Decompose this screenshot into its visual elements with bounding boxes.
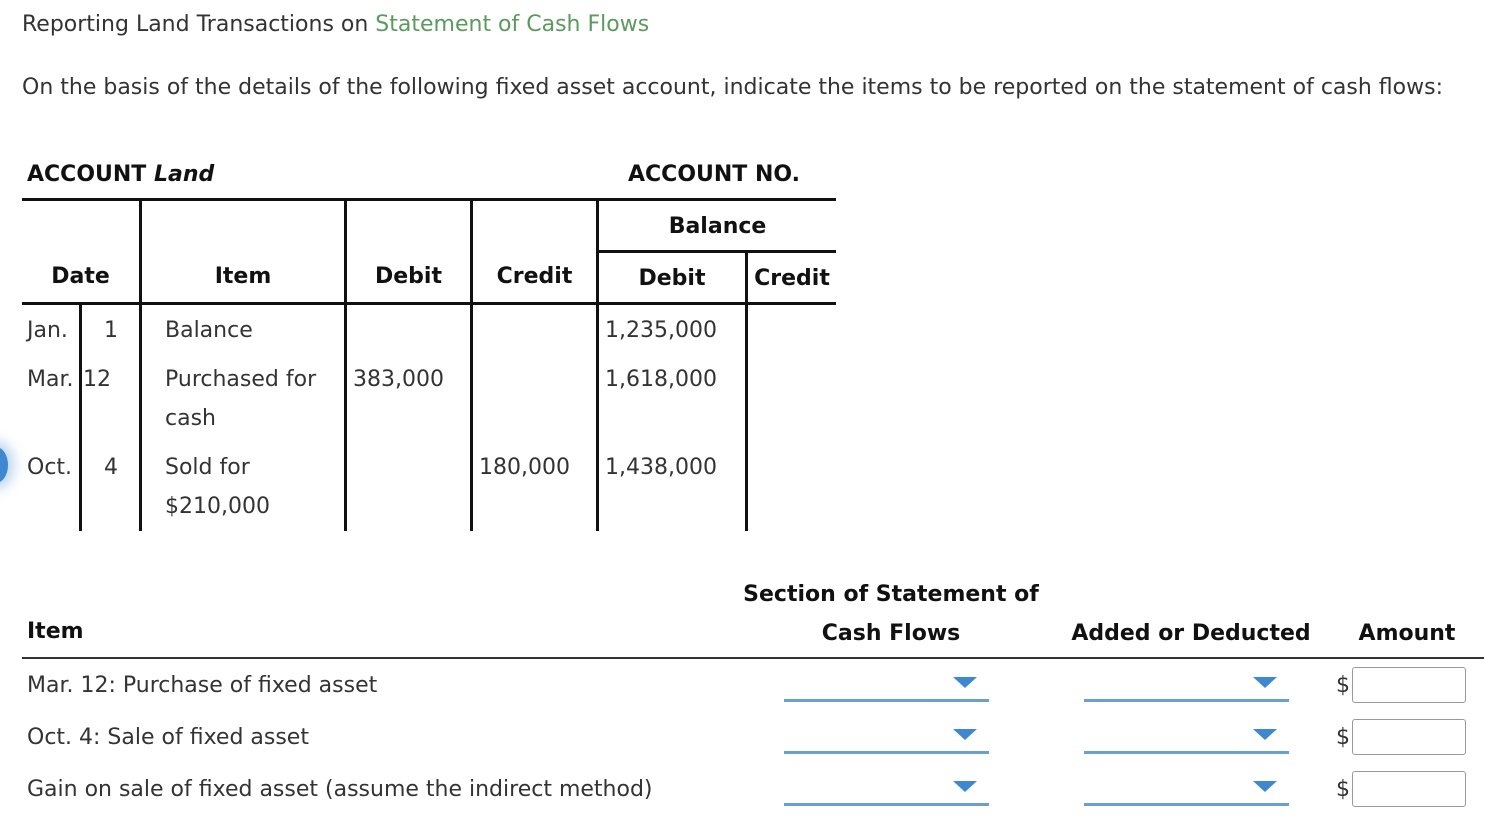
row-day: 4 [104, 455, 118, 480]
row-balance-debit: 1,438,000 [605, 455, 717, 480]
amount-input[interactable] [1352, 667, 1466, 703]
ledger-col-divider [745, 250, 748, 531]
chevron-down-icon [1253, 677, 1277, 688]
account-label [27, 162, 214, 187]
instructions: On the basis of the details of the following fixed asset account, indicate the items to be reported on the statement of cash flows: [22, 75, 1443, 100]
added-deducted-dropdown[interactable] [1084, 669, 1289, 702]
title-text: Reporting Land Transactions on [22, 12, 376, 37]
section-dropdown[interactable] [784, 669, 989, 702]
ledger-col-divider [470, 198, 473, 531]
chevron-down-icon [1253, 781, 1277, 792]
header-date: Date [51, 264, 110, 289]
answer-header-item: Item [27, 619, 84, 644]
ledger-col-divider [596, 198, 599, 531]
currency-symbol: $ [1336, 673, 1350, 698]
section-dropdown[interactable] [784, 773, 989, 806]
row-item: Sold for [165, 455, 250, 480]
row-day: 12 [83, 367, 111, 392]
header-balance-debit: Debit [638, 266, 706, 291]
added-deducted-dropdown[interactable] [1084, 721, 1289, 754]
header-credit: Credit [496, 264, 573, 289]
amount-input[interactable] [1352, 719, 1466, 755]
ledger-top-border [22, 198, 836, 201]
focus-indicator [0, 447, 8, 483]
answer-item: Oct. 4: Sale of fixed asset [27, 725, 309, 750]
section-dropdown[interactable] [784, 721, 989, 754]
answer-item: Gain on sale of fixed asset (assume the indirect method) [27, 777, 653, 802]
answer-header-added: Added or Deducted [1071, 621, 1311, 646]
row-balance-debit: 1,235,000 [605, 318, 717, 343]
chevron-down-icon [953, 729, 977, 740]
row-item-line2: cash [165, 406, 216, 431]
row-balance-debit: 1,618,000 [605, 367, 717, 392]
chevron-down-icon [953, 677, 977, 688]
amount-input[interactable] [1352, 771, 1466, 807]
answer-header-section-line2: Cash Flows [821, 621, 961, 646]
account-name: Land [153, 162, 215, 187]
ledger-col-divider [344, 198, 347, 531]
answer-header-section-line1: Section of Statement of [743, 582, 1039, 607]
chevron-down-icon [953, 781, 977, 792]
row-item: Purchased for [165, 367, 317, 392]
header-balance: Balance [668, 214, 767, 239]
balance-divider [597, 250, 836, 253]
chevron-down-icon [1253, 729, 1277, 740]
ledger-col-divider [139, 198, 142, 531]
date-divider [79, 304, 82, 531]
ledger-header-border [22, 302, 836, 305]
header-balance-credit: Credit [754, 266, 830, 291]
currency-symbol: $ [1336, 725, 1350, 750]
header-debit: Debit [375, 264, 442, 289]
row-debit: 383,000 [353, 367, 444, 392]
added-deducted-dropdown[interactable] [1084, 773, 1289, 806]
row-month: Oct. [27, 455, 73, 480]
row-day: 1 [104, 318, 118, 343]
page-title [22, 12, 649, 37]
header-item: Item [214, 264, 272, 289]
row-credit: 180,000 [479, 455, 570, 480]
account-number-label: ACCOUNT NO. [628, 162, 800, 187]
answer-header-border [22, 657, 1484, 659]
row-item-line2: $210,000 [165, 494, 270, 519]
cash-flows-link[interactable]: Statement of Cash Flows [375, 12, 650, 37]
currency-symbol: $ [1336, 777, 1350, 802]
account-prefix: ACCOUNT [27, 162, 147, 187]
row-month: Mar. [27, 367, 74, 392]
answer-item: Mar. 12: Purchase of fixed asset [27, 673, 378, 698]
row-month: Jan. [27, 318, 68, 343]
answer-header-amount: Amount [1358, 621, 1456, 646]
row-item: Balance [165, 318, 253, 343]
